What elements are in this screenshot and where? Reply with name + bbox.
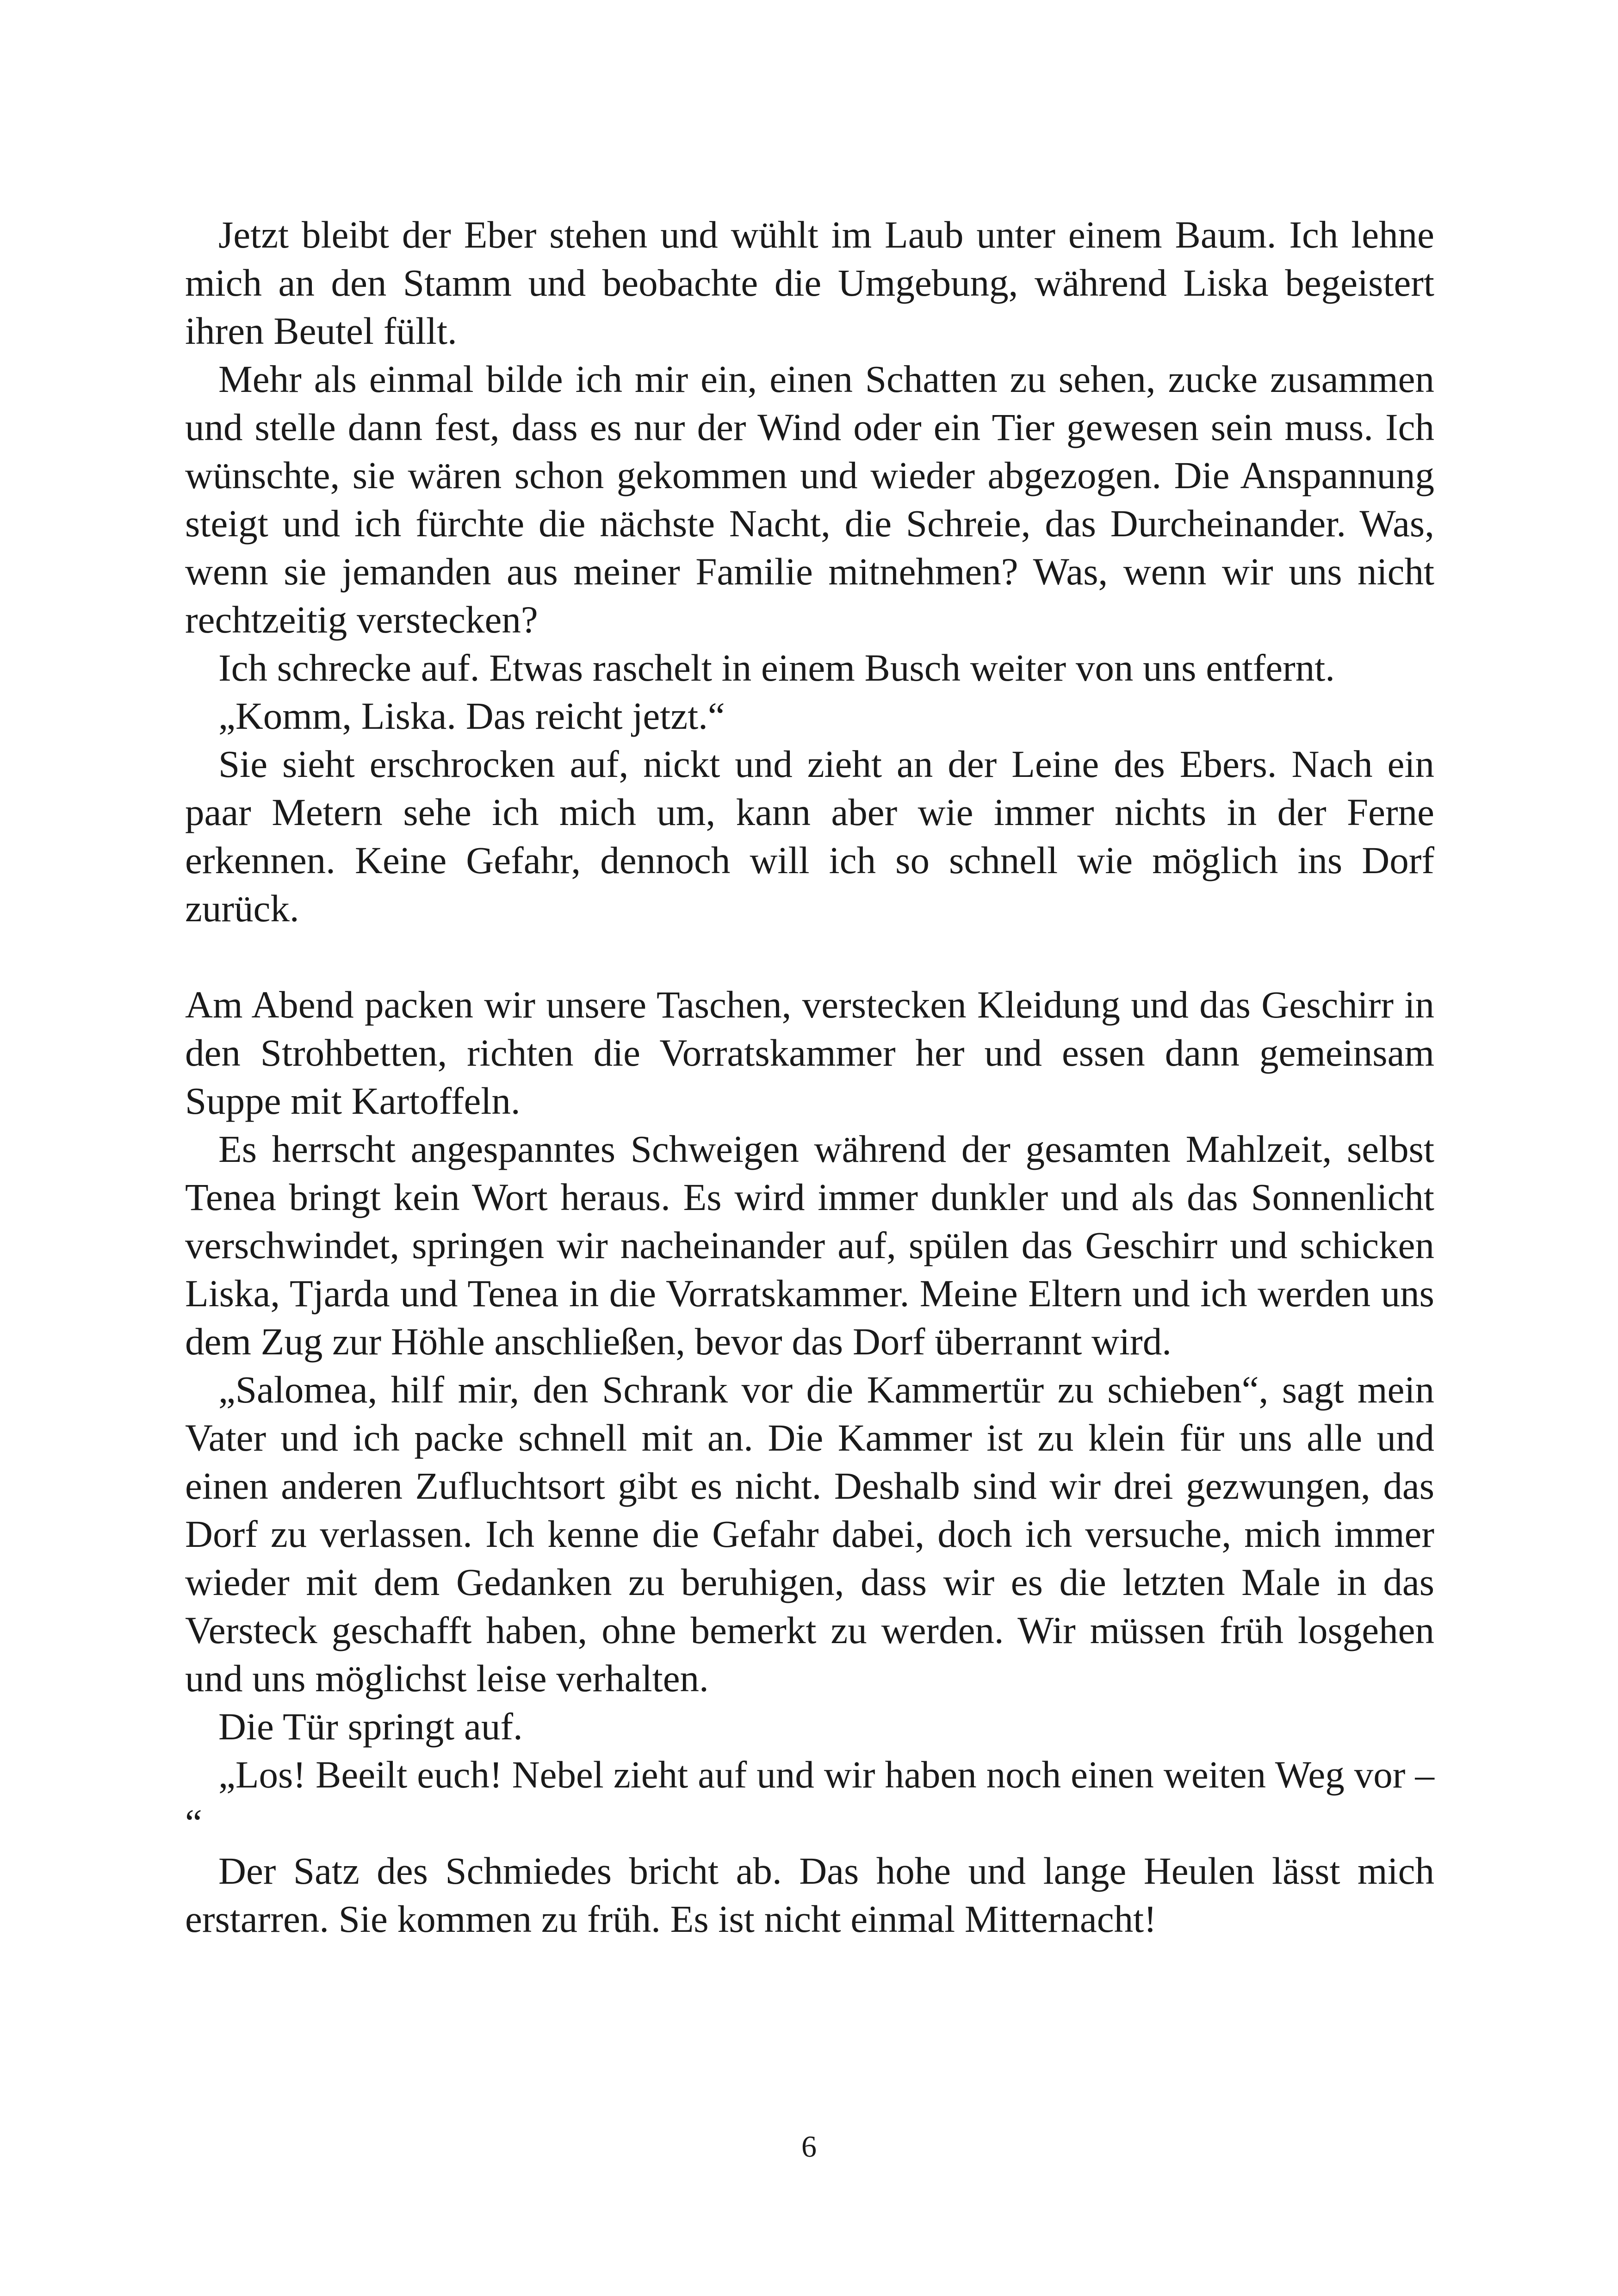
paragraph: Ich schrecke auf. Etwas raschelt in einem Busch weiter von uns entfernt. (218, 646, 1335, 689)
paragraph: Der Satz des Schmiedes bricht ab. Das hohe und lange Heulen lässt mich erstarren. Sie kommen zu früh. Es ist nicht einmal Mitternacht! (185, 1849, 1434, 1940)
page-number: 6 (801, 2130, 817, 2164)
paragraph: Am Abend packen wir unsere Taschen, verstecken Kleidung und das Geschirr in den Strohbetten, richten die Vorratskammer her und essen dann gemeinsam Suppe mit Kartoffeln. (185, 983, 1434, 1122)
paragraph: Die Tür springt auf. (218, 1705, 523, 1748)
paragraph: Jetzt bleibt der Eber stehen und wühlt im Laub unter einem Baum. Ich lehne mich an den Stamm und beobachte die Umgebung, während Liska begeistert ihren Beutel füllt. (185, 213, 1434, 352)
paragraph: „Salomea, hilf mir, den Schrank vor die Kammertür zu schieben“, sagt mein Vater und ich packe schnell mit an. Die Kammer ist zu klein für uns alle und einen anderen Zufluchtsort gibt es nicht. Deshalb sind wir drei gezwungen, das Dorf zu verlassen. Ich kenne die Gefahr dabei, doch ich versuche, mich immer wieder mit dem Gedanken zu beruhigen, dass wir es die letzten Male in das Versteck geschafft haben, ohne bemerkt zu werden. Wir müssen früh losgehen und uns möglichst leise verhalten. (185, 1368, 1434, 1700)
paragraph: „Komm, Liska. Das reicht jetzt.“ (218, 695, 725, 737)
paragraph: Es herrscht angespanntes Schweigen während der gesamten Mahlzeit, selbst Tenea bringt kein Wort heraus. Es wird immer dunkler und als das Sonnenlicht verschwindet, springen wir nacheinander auf, spülen das Geschirr und schicken Liska, Tjarda und Tenea in die Vorratskammer. Meine Eltern und ich werden uns dem Zug zur Höhle anschließen, bevor das Dorf überrannt wird. (185, 1128, 1434, 1363)
body-text (185, 211, 1434, 1943)
paragraph: Sie sieht erschrocken auf, nickt und zieht an der Leine des Ebers. Nach ein paar Metern sehe ich mich um, kann aber wie immer nichts in der Ferne erkennen. Keine Gefahr, dennoch will ich so schnell wie möglich ins Dorf zurück. (185, 743, 1434, 930)
paragraph: Mehr als einmal bilde ich mir ein, einen Schatten zu sehen, zucke zusammen und stelle dann fest, dass es nur der Wind oder ein Tier gewesen sein muss. Ich wünschte, sie wären schon gekommen und wieder abgezogen. Die Anspannung steigt und ich fürchte die nächste Nacht, die Schreie, das Durcheinander. Was, wenn sie jemanden aus meiner Familie mitnehmen? Was, wenn wir uns nicht rechtzeitig verstecken? (185, 358, 1434, 641)
section-break (185, 932, 1434, 980)
paragraph: „Los! Beeilt euch! Nebel zieht auf und wir haben noch einen weiten Weg vor – “ (185, 1753, 1434, 1844)
